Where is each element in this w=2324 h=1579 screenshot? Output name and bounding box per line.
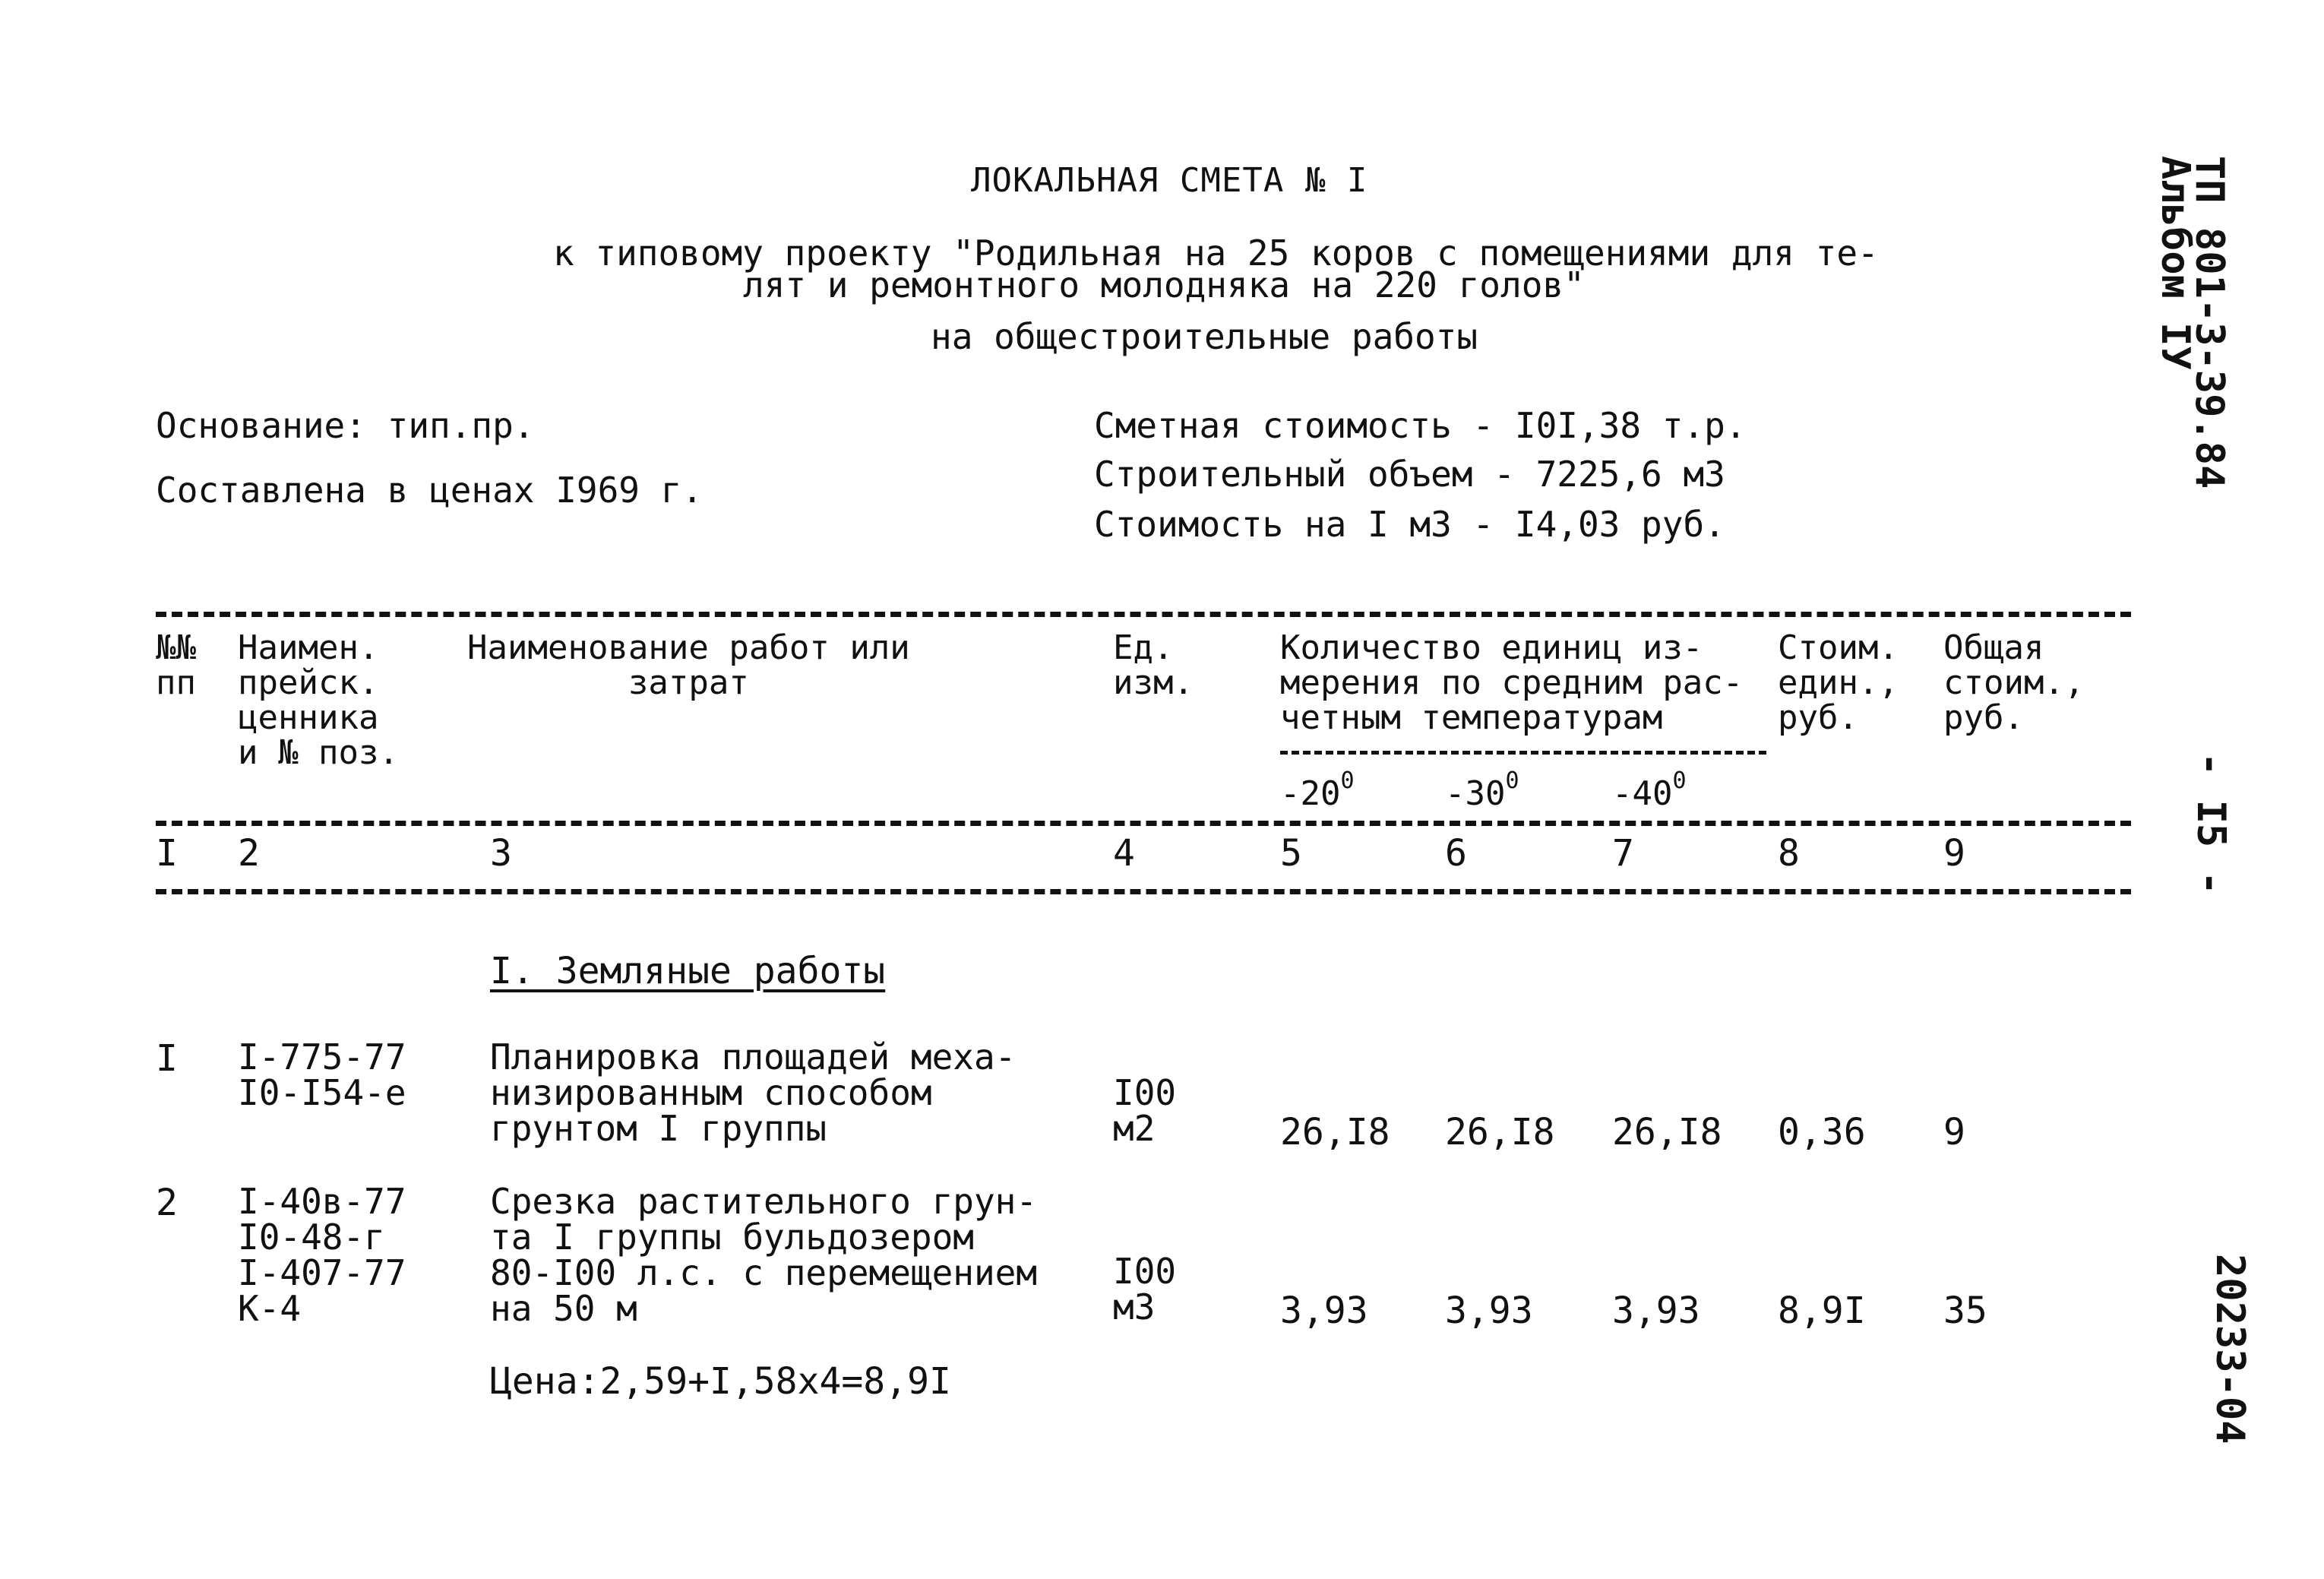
page-number-vertical: - I5 -: [2188, 752, 2234, 895]
prices-year-text: Составлена в ценах I969 г.: [156, 470, 704, 511]
price-calculation-note: Цена:2,59+I,58х4=8,9I: [490, 1360, 951, 1403]
row1-unit-price: 0,36: [1778, 1111, 1866, 1153]
col-number: 9: [1943, 832, 1965, 875]
row1-total: 9: [1943, 1111, 1965, 1153]
building-volume-text: Строительный объем - 7225,6 м3: [1094, 454, 1725, 495]
row1-qty-minus30: 26,I8: [1445, 1111, 1555, 1153]
row2-qty-minus30: 3,93: [1445, 1289, 1533, 1332]
estimated-cost-text: Сметная стоимость - I0I,38 т.р.: [1094, 405, 1747, 446]
col-number: 8: [1778, 832, 1800, 875]
header-temp-minus40: $-40^0$: [1612, 767, 1687, 813]
row2-work-name: Срезка растительного грун- та I группы бульдозером 80-I00 л.с. с перемещением на 50 м: [490, 1181, 1038, 1329]
col-number: 6: [1445, 832, 1467, 875]
row1-qty-minus20: 26,I8: [1280, 1111, 1390, 1153]
col-number: 2: [238, 832, 260, 875]
table-top-rule: [156, 612, 2131, 617]
document-title: ЛОКАЛЬНАЯ СМЕТА № I: [971, 161, 1368, 200]
header-col3-work-name: Наименование работ или затрат: [467, 628, 910, 702]
header-temp-minus20: $-20^0$: [1280, 767, 1355, 813]
basis-text: Основание: тип.пр.: [156, 405, 535, 446]
header-bottom-rule: [156, 821, 2131, 826]
header-col4-unit: Ед. изм.: [1113, 628, 1194, 702]
work-type-subtitle: на общестроительные работы: [931, 316, 1478, 357]
header-temp-minus30: $-30^0$: [1445, 767, 1519, 813]
row1-number: I: [156, 1037, 178, 1080]
row1-qty-minus40: 26,I8: [1612, 1111, 1722, 1153]
unit-cost-text: Стоимость на I м3 - I4,03 руб.: [1094, 504, 1725, 545]
row2-code: I-40в-77 I0-48-г I-407-77 К-4: [238, 1181, 406, 1329]
col-number: I: [156, 832, 178, 875]
row1-work-name: Планировка площадей меха- низированным способом грунтом I группы: [490, 1036, 1017, 1149]
row2-qty-minus20: 3,93: [1280, 1289, 1368, 1332]
section-title: I. Земляные работы: [490, 950, 886, 992]
header-col1-number: №№ пп: [156, 628, 196, 702]
project-code-vertical: ТП 801-3-39.84: [2186, 156, 2232, 489]
col-number: 5: [1280, 832, 1302, 875]
header-col2-price-list: Наимен. прейск. ценника и № поз.: [238, 628, 399, 772]
col-number: 7: [1612, 832, 1634, 875]
column-numbers-bottom-rule: [156, 889, 2131, 894]
header-quantity-group: Количество единиц из- мерения по средним рас- четным температурам: [1280, 628, 1744, 737]
project-subtitle-line2: лят и ремонтного молодняка на 220 голов": [743, 264, 1585, 305]
row2-unit: I00 м3: [1113, 1251, 1177, 1327]
project-subtitle-line1: к типовому проекту "Родильная на 25 коров с помещениями для те-: [553, 233, 1879, 274]
header-col9-total-cost: Общая стоим., руб.: [1943, 628, 2085, 737]
row2-unit-price: 8,9I: [1778, 1289, 1866, 1332]
col-number: 3: [490, 832, 512, 875]
doc-number-vertical: 20233-04: [2207, 1254, 2253, 1445]
header-col8-unit-cost: Стоим. един., руб.: [1778, 628, 1899, 737]
row1-code: I-775-77 I0-I54-е: [238, 1036, 406, 1113]
row2-number: 2: [156, 1182, 178, 1224]
row1-unit: I00 м2: [1113, 1072, 1177, 1149]
album-vertical: Альбом IУ: [2152, 156, 2198, 370]
col-number: 4: [1113, 832, 1135, 875]
row2-total: 35: [1943, 1289, 1987, 1332]
temperature-subheader-rule: [1280, 751, 1766, 755]
row2-qty-minus40: 3,93: [1612, 1289, 1700, 1332]
